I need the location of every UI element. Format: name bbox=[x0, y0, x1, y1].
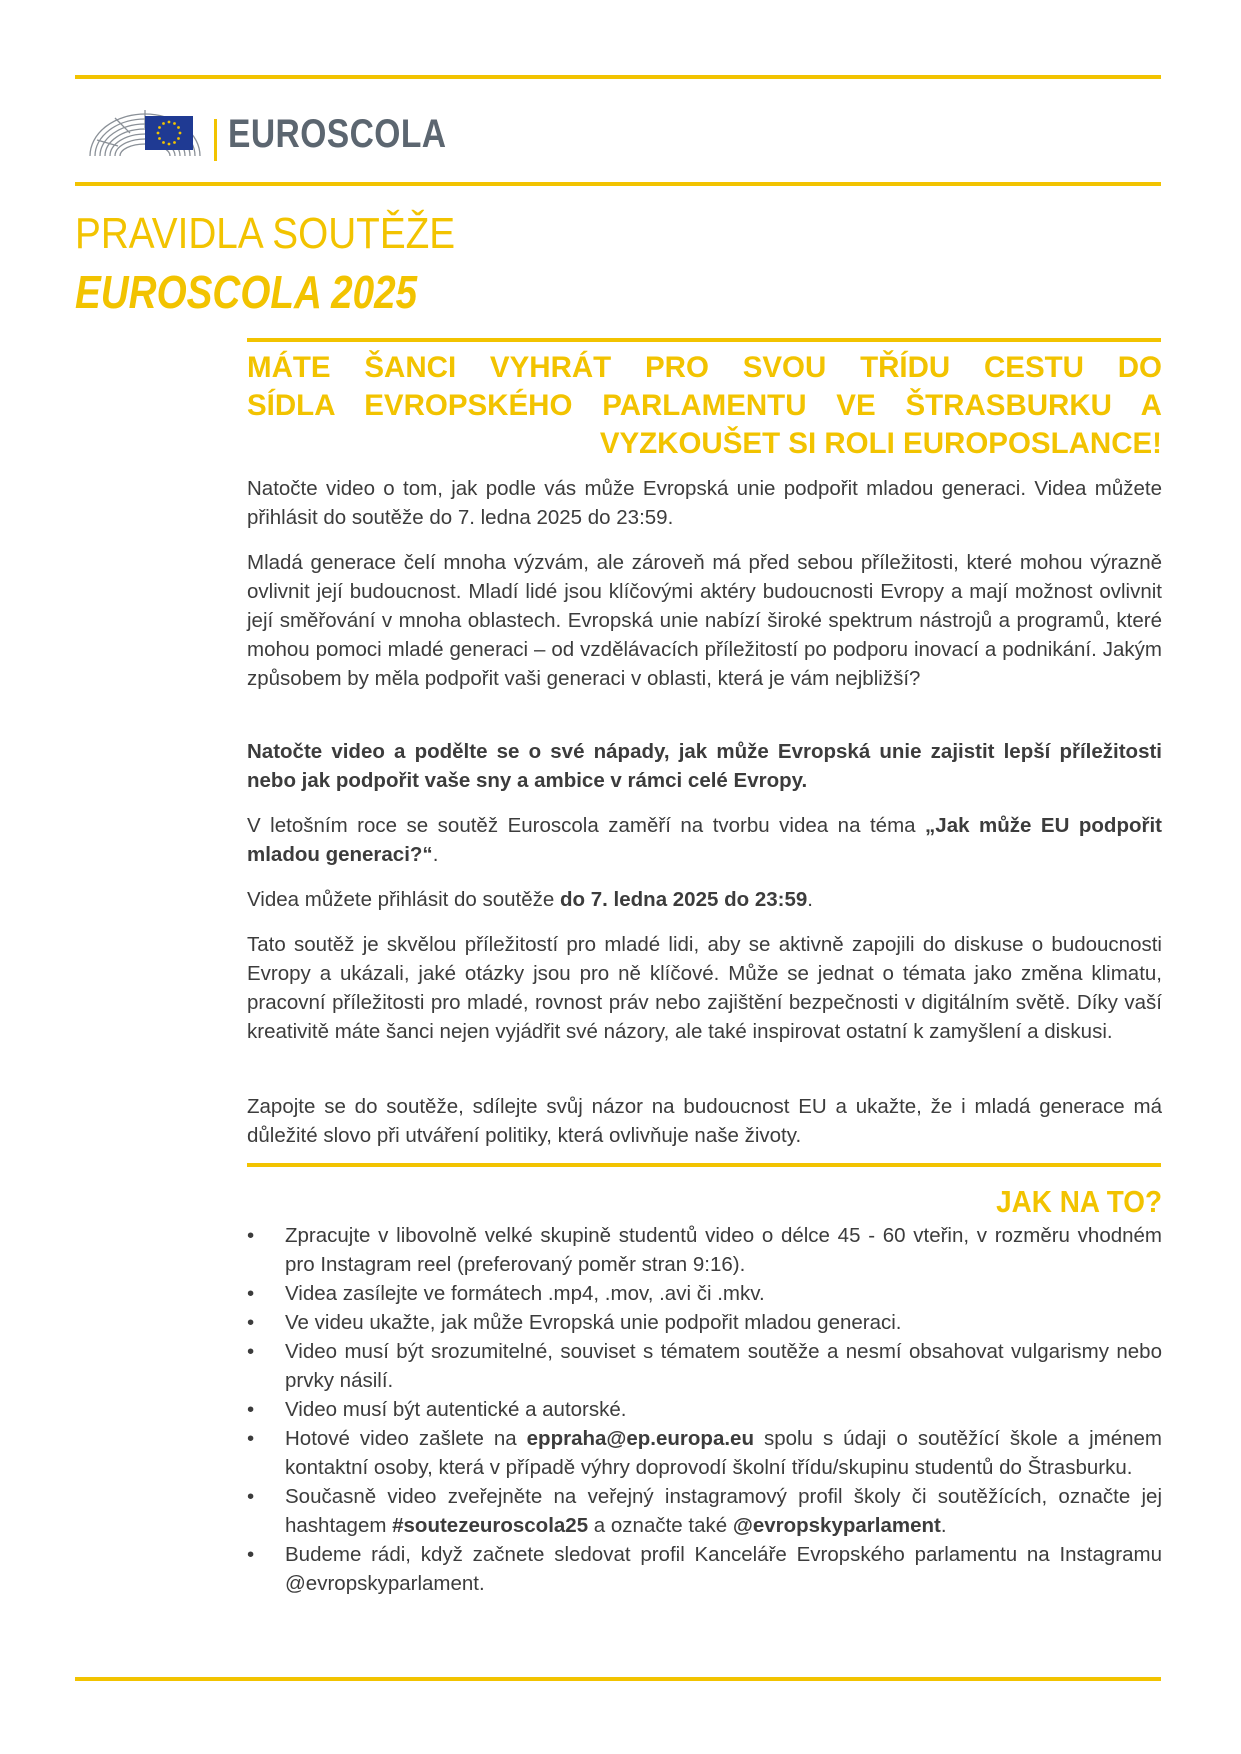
eu-flag-icon bbox=[145, 116, 193, 150]
list-item bbox=[247, 1540, 1162, 1598]
bullet: • bbox=[247, 1224, 255, 1247]
list-item-text: . bbox=[940, 1514, 947, 1537]
intro-paragraph-5 bbox=[247, 885, 1162, 914]
p5-text: Videa můžete přihlásit do soutěže bbox=[247, 888, 561, 911]
list-item-text: Současně video zveřejněte na veřejný instagramový profil školy či soutěžících, označte jej hashtagem bbox=[285, 1485, 1162, 1537]
intro-paragraph-3-text: Natočte video a podělte se o své nápady, jak může Evropská unie zajistit lepší příležitosti nebo jak podpořit vaše sny a ambice v rámci celé Evropy. bbox=[247, 740, 1162, 792]
howto-list bbox=[247, 1221, 1162, 1598]
list-item-text: Zpracujte v libovolně velké skupině studentů video o délce 45 - 60 vteřin, v rozměru vhodném pro Instagram reel (preferovaný poměr stran 9:16). bbox=[285, 1224, 1162, 1276]
headline bbox=[247, 349, 1162, 463]
p4-topic: „Jak může EU podpořit mladou generaci?“ bbox=[247, 814, 1162, 866]
list-item-text: Video musí být srozumitelné, souviset s tématem soutěže a nesmí obsahovat vulgarismy nebo prvky násilí. bbox=[285, 1340, 1162, 1392]
bullet: • bbox=[247, 1311, 255, 1334]
list-item bbox=[247, 1337, 1162, 1395]
list-item bbox=[247, 1308, 1162, 1337]
list-item-text: Videa zasílejte ve formátech .mp4, .mov, .avi či .mkv. bbox=[285, 1282, 765, 1305]
list-item bbox=[247, 1424, 1162, 1482]
list-item-text: Video musí být autentické a autorské. bbox=[285, 1398, 627, 1421]
bullet: • bbox=[247, 1543, 255, 1566]
intro-paragraph-2: Mladá generace čelí mnoha výzvám, ale zároveň má před sebou příležitosti, které mohou výrazně ovlivnit její budoucnost. Mladí lidé jsou klíčovými aktéry budoucnosti Evropy a mají možnost ovlivnit její směřování v mnoha oblastech. Evropská unie nabízí široké spektrum nástrojů a programů, které mohou pomoci mladé generaci – od vzdělávacích příležitostí po podporu inovací a podnikání. Jakým způsobem by měla podpořit vaši generaci v oblasti, která je vám nejbližší? bbox=[247, 551, 1162, 690]
list-item-text: Ve videu ukažte, jak může Evropská unie podpořit mladou generaci. bbox=[285, 1311, 902, 1334]
page-title: PRAVIDLA SOUTĚŽE bbox=[75, 209, 456, 258]
bullet: • bbox=[247, 1485, 255, 1508]
p5-deadline: do 7. ledna 2025 do 23:59 bbox=[560, 888, 808, 911]
p4-text: V letošním roce se soutěž Euroscola zaměří na tvorbu videa na téma bbox=[247, 814, 926, 837]
list-item bbox=[247, 1221, 1162, 1279]
intro-paragraph-1: Natočte video o tom, jak podle vás může Evropská unie podpořit mladou generaci. Videa můžete přihlásit do soutěže do 7. ledna 2025 do 23:59. bbox=[247, 477, 1162, 529]
email-link[interactable]: eppraha@ep.europa.eu bbox=[526, 1427, 754, 1450]
bullet: • bbox=[247, 1427, 255, 1450]
page-subtitle: EUROSCOLA 2025 bbox=[75, 266, 418, 318]
p5-end: . bbox=[807, 888, 813, 911]
list-item-text: Budeme rádi, když začnete sledovat profil Kanceláře Evropského parlamentu na Instagramu @evropskyparlament. bbox=[285, 1543, 1162, 1595]
intro-paragraph-3 bbox=[247, 737, 1162, 795]
headline-line-1: MÁTE ŠANCI VYHRÁT PRO SVOU TŘÍDU CESTU DO bbox=[247, 351, 1162, 384]
logo-wordmark: EUROSCOLA bbox=[228, 112, 447, 156]
list-item bbox=[247, 1482, 1162, 1540]
section-divider bbox=[247, 1163, 1161, 1167]
hashtag: #soutezeuroscola25 bbox=[392, 1514, 589, 1537]
list-item-text: Hotové video zašlete na bbox=[285, 1427, 527, 1450]
headline-line-3: VYZKOUŠET SI ROLI EUROPOSLANCE! bbox=[599, 427, 1162, 460]
bullet: • bbox=[247, 1340, 255, 1363]
bottom-divider bbox=[75, 1677, 1161, 1681]
list-item-text: spolu s údaji o soutěžící škole a jménem kontaktní osoby, která v případě výhry doprovodí školní třídu/skupinu studentů do Štrasburku. bbox=[285, 1427, 1162, 1479]
intro-paragraph-4 bbox=[247, 811, 1162, 869]
list-item bbox=[247, 1395, 1162, 1424]
top-divider bbox=[75, 75, 1161, 79]
intro-paragraph-7: Zapojte se do soutěže, sdílejte svůj názor na budoucnost EU a ukažte, že i mladá generace má důležité slovo při utváření politiky, která ovlivňuje naše životy. bbox=[247, 1095, 1162, 1147]
instagram-handle: @evropskyparlament bbox=[732, 1514, 941, 1537]
title-divider bbox=[247, 338, 1161, 342]
bullet: • bbox=[247, 1398, 255, 1421]
logo-separator bbox=[214, 119, 217, 161]
howto-heading: JAK NA TO? bbox=[996, 1184, 1162, 1219]
list-item-text: a označte také bbox=[588, 1514, 733, 1537]
headline-line-2: SÍDLA EVROPSKÉHO PARLAMENTU VE ŠTRASBURKU A bbox=[247, 389, 1162, 422]
header-divider bbox=[75, 182, 1161, 186]
bullet: • bbox=[247, 1282, 255, 1305]
p4-end: . bbox=[432, 843, 439, 866]
intro-paragraph-6: Tato soutěž je skvělou příležitostí pro mladé lidi, aby se aktivně zapojili do diskuse o budoucnosti Evropy a ukázali, jaké otázky jsou pro ně klíčové. Může se jednat o témata jako změna klimatu, pracovní příležitosti pro mladé, rovnost práv nebo zajištění bezpečnosti v digitálním světě. Díky vaší kreativitě máte šanci nejen vyjádřit své názory, ale také inspirovat ostatní k zamyšlení a diskusi. bbox=[247, 933, 1162, 1043]
list-item bbox=[247, 1279, 1162, 1308]
